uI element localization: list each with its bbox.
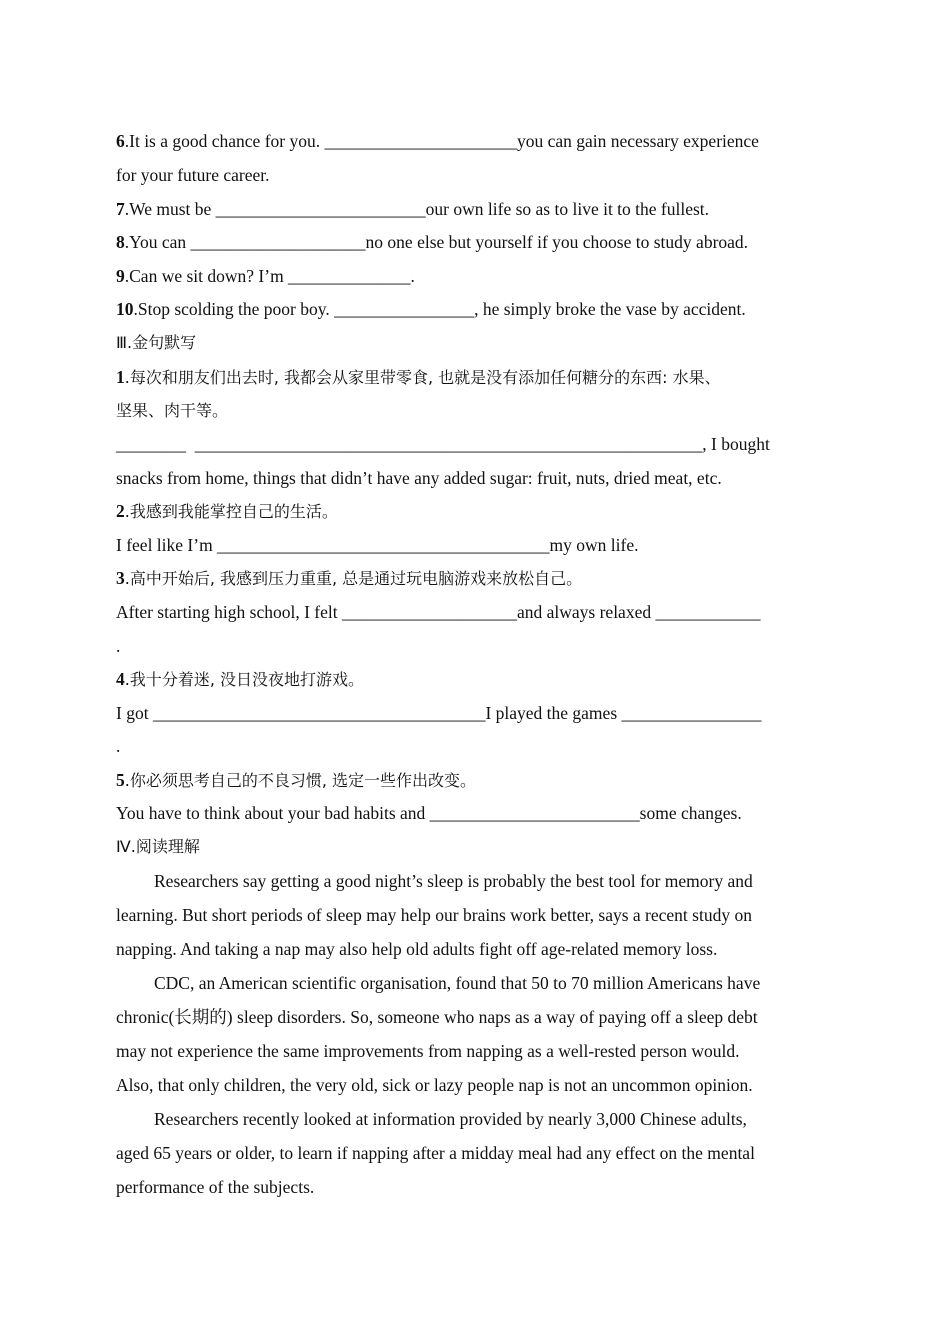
- question-number: 7: [116, 199, 125, 219]
- question-7: [116, 197, 834, 221]
- sentence-3-english: After starting high school, I felt ____________________and always relaxed ____________: [116, 602, 761, 622]
- question-number: 2: [116, 501, 125, 521]
- chinese-text: .我十分着迷, 没日没夜地打游戏。: [124, 670, 365, 689]
- sentence-5-chinese: [116, 768, 834, 793]
- section-3-heading: Ⅲ.金句默写: [116, 333, 197, 352]
- answer-blank[interactable]: ________: [116, 434, 186, 454]
- question-number: 1: [116, 367, 125, 387]
- question-9: [116, 264, 834, 288]
- paragraph-3-line: aged 65 years or older, to learn if napping after a midday meal had any effect on the mental: [116, 1143, 755, 1163]
- chinese-text: .每次和朋友们出去时, 我都会从家里带零食, 也就是没有添加任何糖分的东西: 水果、: [124, 368, 721, 387]
- paragraph-1-line: learning. But short periods of sleep may help our brains work better, says a recent study on: [116, 905, 752, 925]
- sentence-4-chinese: [116, 667, 834, 692]
- question-8: [116, 230, 834, 254]
- sentence-3-english-end: .: [116, 636, 121, 656]
- sentence-4-english-end: .: [116, 736, 121, 756]
- question-number: 4: [116, 669, 125, 689]
- question-number: 10: [116, 299, 134, 319]
- sentence-1-english: [116, 432, 834, 456]
- question-6-continued: for your future career.: [116, 165, 270, 185]
- chinese-text: .你必须思考自己的不良习惯, 选定一些作出改变。: [124, 771, 477, 790]
- sentence-5-english: You have to think about your bad habits and ________________________some changes.: [116, 803, 742, 823]
- paragraph-2-line: may not experience the same improvements from napping as a well-rested person would.: [116, 1041, 740, 1061]
- sentence-3-chinese: [116, 566, 834, 591]
- paragraph-2-line: Also, that only children, the very old, sick or lazy people nap is not an uncommon opinion.: [116, 1075, 753, 1095]
- chinese-text: .高中开始后, 我感到压力重重, 总是通过玩电脑游戏来放松自己。: [124, 569, 583, 588]
- question-text: .You can ____________________no one else but yourself if you choose to study abroad.: [124, 232, 749, 252]
- question-number: 6: [116, 131, 125, 151]
- question-text: .Stop scolding the poor boy. ________________, he simply broke the vase by accident.: [133, 299, 746, 319]
- paragraph-2-line: CDC, an American scientific organisation, found that 50 to 70 million Americans have: [154, 973, 761, 993]
- paragraph-1-line: Researchers say getting a good night’s sleep is probably the best tool for memory and: [154, 871, 753, 891]
- answer-blank[interactable]: __________________________________________________________: [194, 434, 703, 454]
- question-number: 3: [116, 568, 125, 588]
- question-number: 5: [116, 770, 125, 790]
- question-text: .We must be ________________________our own life so as to live it to the fullest.: [124, 199, 710, 219]
- sentence-4-english: I got ______________________________________I played the games ________________: [116, 703, 762, 723]
- question-10: [116, 297, 834, 321]
- paragraph-3-line: performance of the subjects.: [116, 1177, 315, 1197]
- sentence-2-english: I feel like I’m ______________________________________my own life.: [116, 535, 639, 555]
- section-4-heading: Ⅳ.阅读理解: [116, 837, 200, 856]
- chinese-text: .我感到我能掌控自己的生活。: [124, 502, 338, 521]
- question-text: .Can we sit down? I’m ______________.: [124, 266, 415, 286]
- question-text: .It is a good chance for you. ______________________you can gain necessary experience: [124, 131, 759, 151]
- question-6: [116, 129, 834, 153]
- sentence-2-chinese: [116, 499, 834, 524]
- english-text: , I bought: [702, 434, 770, 454]
- question-number: 8: [116, 232, 125, 252]
- sentence-1-english-continued: snacks from home, things that didn’t have any added sugar: fruit, nuts, dried meat, etc.: [116, 468, 722, 488]
- paragraph-1-line: napping. And taking a nap may also help old adults fight off age-related memory loss.: [116, 939, 718, 959]
- paragraph-3-line: Researchers recently looked at information provided by nearly 3,000 Chinese adults,: [154, 1109, 747, 1129]
- sentence-1-chinese-continued: 坚果、肉干等。: [116, 401, 229, 420]
- question-number: 9: [116, 266, 125, 286]
- paragraph-2-line: chronic(长期的) sleep disorders. So, someone who naps as a way of paying off a sleep debt: [116, 1007, 758, 1027]
- sentence-1-chinese: [116, 365, 834, 390]
